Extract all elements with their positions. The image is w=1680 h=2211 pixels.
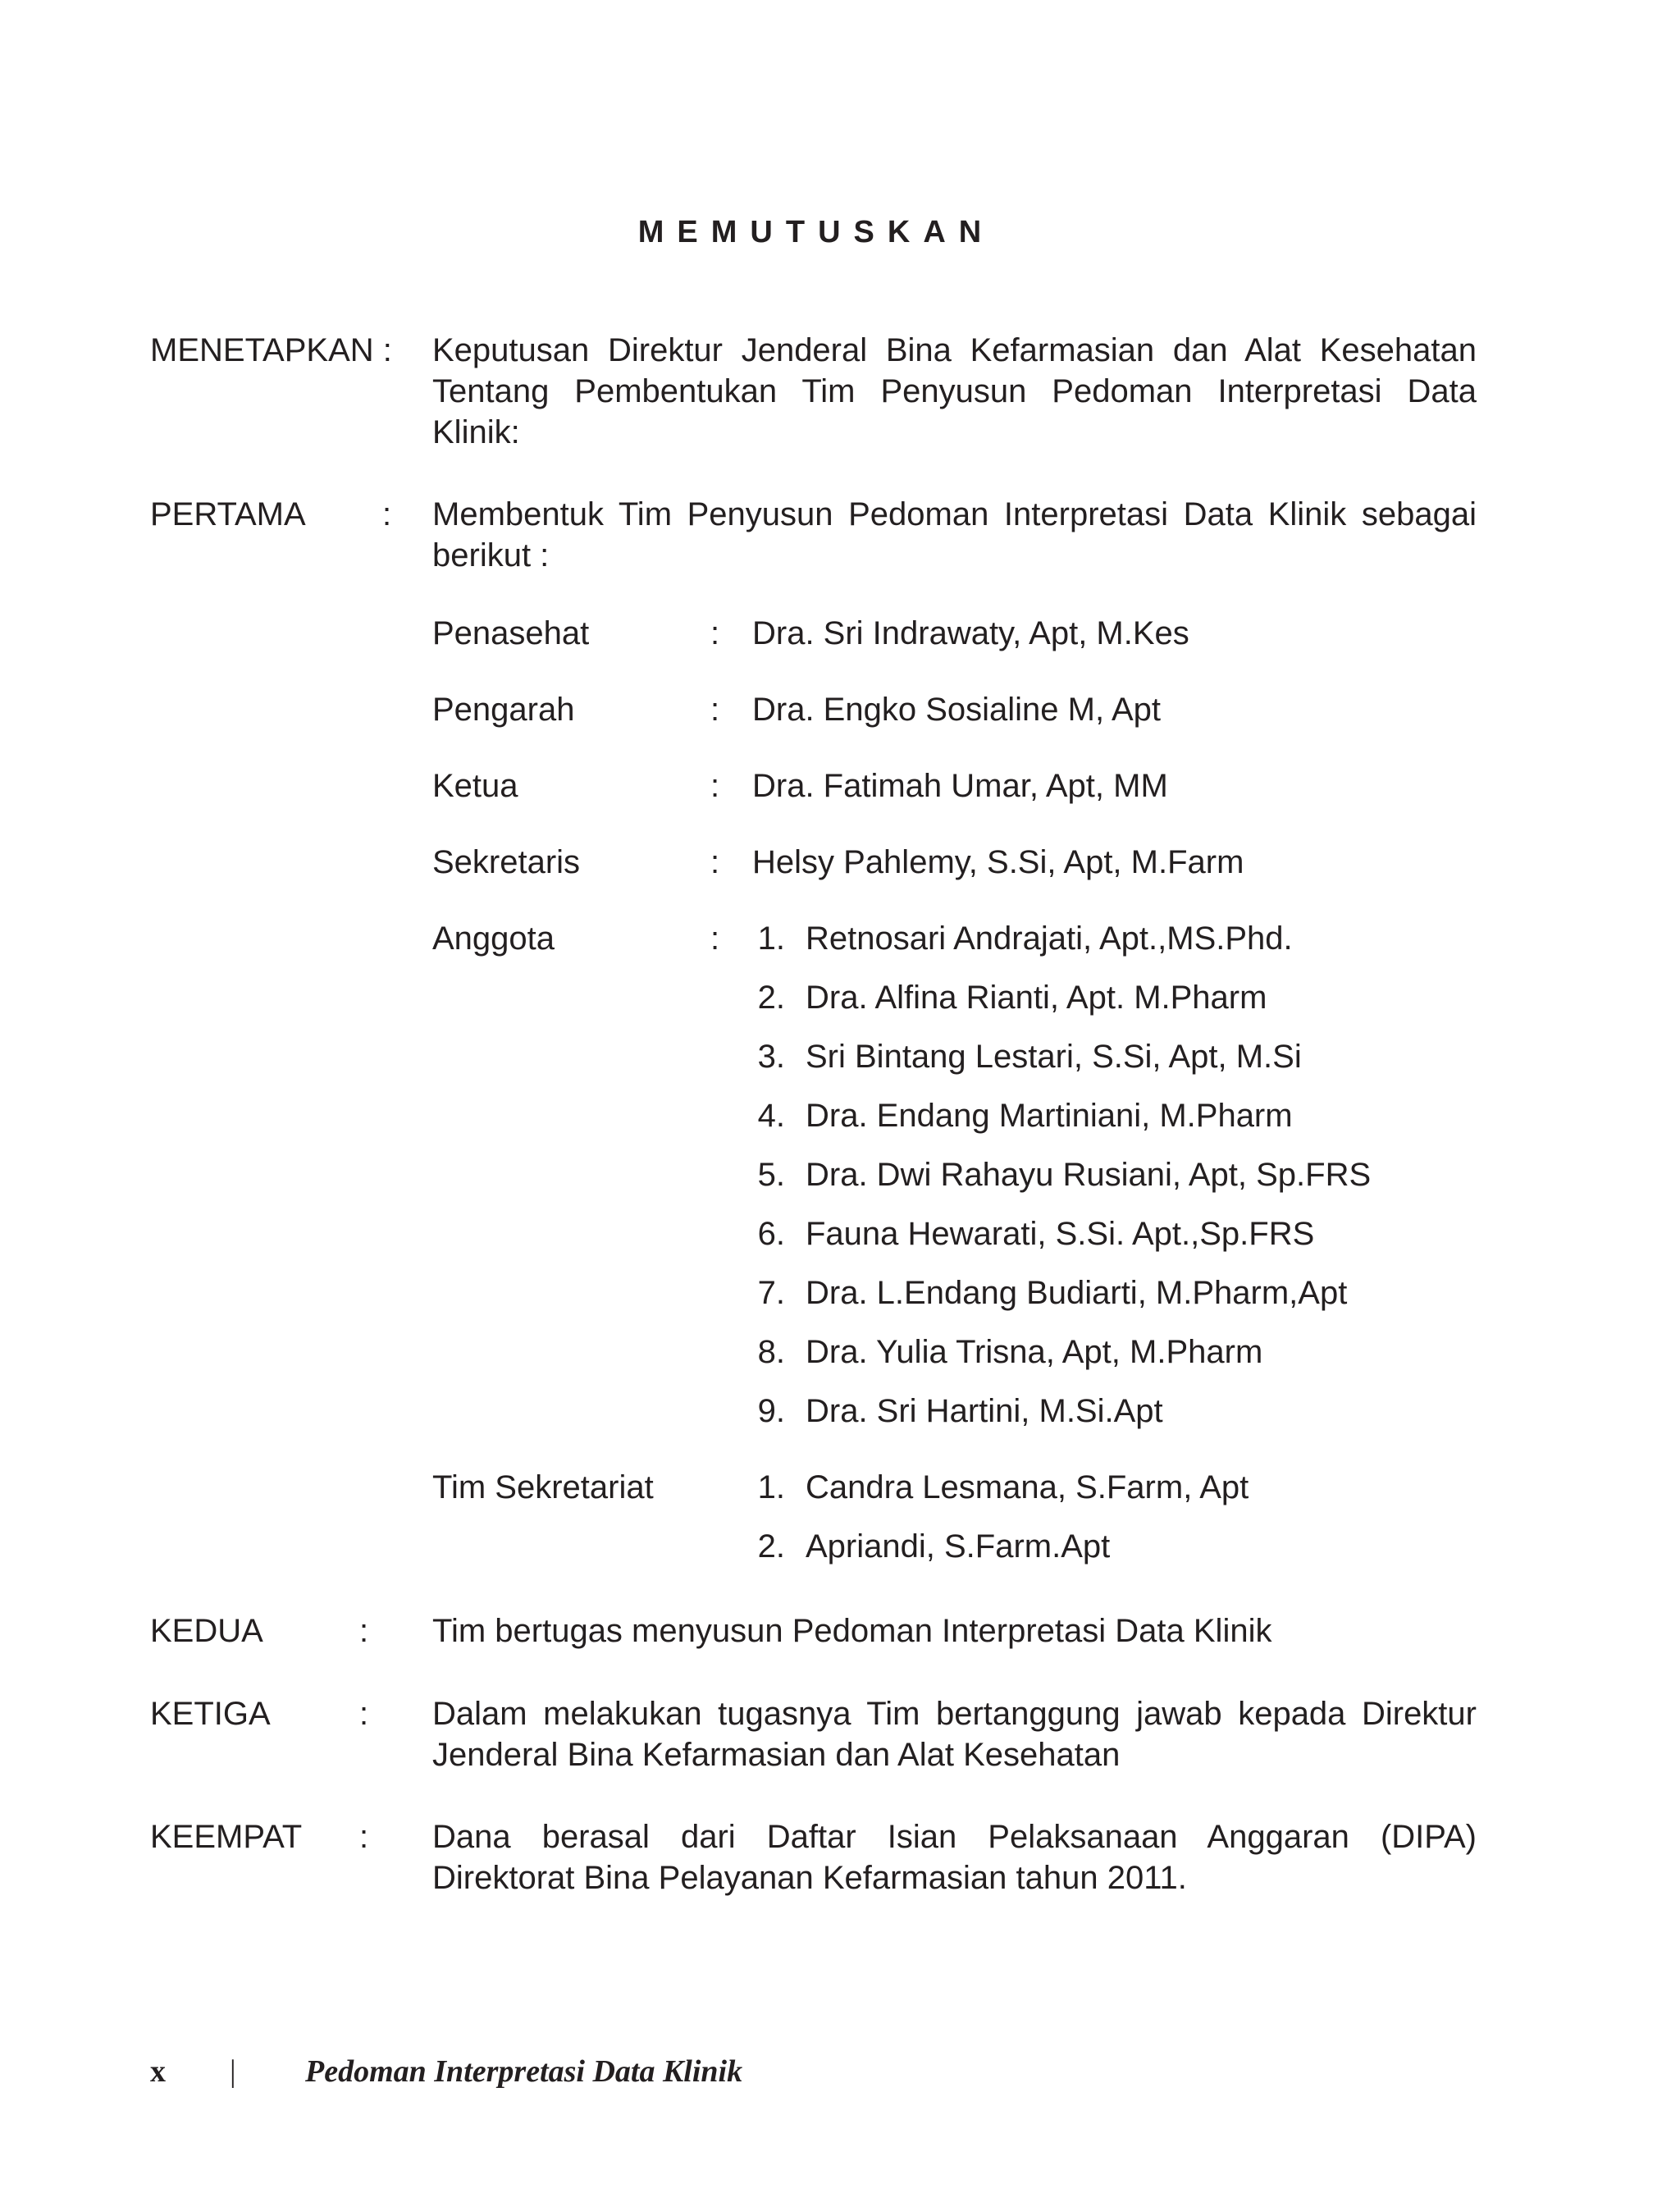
sekretariat-number: 2. bbox=[757, 1528, 785, 1565]
sekretaris-label: Sekretaris bbox=[432, 844, 581, 880]
menetapkan-line-3: Klinik: bbox=[432, 414, 520, 450]
anggota-number: 4. bbox=[757, 1098, 785, 1134]
anggota-colon: : bbox=[710, 920, 720, 957]
penasehat-label: Penasehat bbox=[432, 615, 590, 651]
keempat-label: KEEMPAT bbox=[150, 1819, 303, 1855]
anggota-number: 3. bbox=[757, 1039, 785, 1075]
pertama-colon: : bbox=[382, 496, 392, 532]
pertama-label: PERTAMA bbox=[150, 496, 306, 532]
kedua-label: KEDUA bbox=[150, 1613, 263, 1649]
menetapkan-label: MENETAPKAN : bbox=[150, 332, 392, 368]
anggota-member: Dra. L.Endang Budiarti, M.Pharm,Apt bbox=[806, 1275, 1348, 1311]
keempat-line-1: Dana berasal dari Daftar Isian Pelaksanaan Anggaran (DIPA) bbox=[432, 1819, 1477, 1855]
ketua-value: Dra. Fatimah Umar, Apt, MM bbox=[752, 768, 1168, 804]
footer-separator: | bbox=[230, 2054, 236, 2089]
ketiga-line-2: Jenderal Bina Kefarmasian dan Alat Kesehatan bbox=[432, 1737, 1121, 1773]
footer-page-number: x bbox=[150, 2054, 166, 2089]
penasehat-value: Dra. Sri Indrawaty, Apt, M.Kes bbox=[752, 615, 1189, 651]
anggota-member: Dra. Yulia Trisna, Apt, M.Pharm bbox=[806, 1334, 1263, 1370]
anggota-member: Retnosari Andrajati, Apt.,MS.Phd. bbox=[806, 920, 1293, 957]
footer-title: Pedoman Interpretasi Data Klinik bbox=[305, 2054, 743, 2089]
penasehat-colon: : bbox=[710, 615, 720, 651]
pengarah-label: Pengarah bbox=[432, 692, 575, 728]
ketiga-label: KETIGA bbox=[150, 1696, 271, 1732]
kedua-line-1: Tim bertugas menyusun Pedoman Interpretasi Data Klinik bbox=[432, 1613, 1272, 1649]
pertama-line-2: berikut : bbox=[432, 537, 550, 573]
pertama-line-1: Membentuk Tim Penyusun Pedoman Interpretasi Data Klinik sebagai bbox=[432, 496, 1477, 532]
anggota-member: Sri Bintang Lestari, S.Si, Apt, M.Si bbox=[806, 1039, 1302, 1075]
anggota-member: Dra. Sri Hartini, M.Si.Apt bbox=[806, 1393, 1163, 1429]
anggota-member: Dra. Endang Martiniani, M.Pharm bbox=[806, 1098, 1293, 1134]
anggota-number: 1. bbox=[757, 920, 785, 957]
ketua-colon: : bbox=[710, 768, 720, 804]
anggota-number: 8. bbox=[757, 1334, 785, 1370]
pengarah-colon: : bbox=[710, 692, 720, 728]
anggota-member: Dra. Dwi Rahayu Rusiani, Apt, Sp.FRS bbox=[806, 1157, 1372, 1193]
anggota-number: 6. bbox=[757, 1216, 785, 1252]
keempat-colon: : bbox=[359, 1819, 369, 1855]
anggota-number: 9. bbox=[757, 1393, 785, 1429]
pengarah-value: Dra. Engko Sosialine M, Apt bbox=[752, 692, 1162, 728]
page-heading: MEMUTUSKAN bbox=[637, 215, 995, 249]
ketiga-line-1: Dalam melakukan tugasnya Tim bertanggung jawab kepada Direktur bbox=[432, 1696, 1477, 1732]
anggota-number: 2. bbox=[757, 980, 785, 1016]
anggota-number: 7. bbox=[757, 1275, 785, 1311]
anggota-number: 5. bbox=[757, 1157, 785, 1193]
sekretariat-member: Apriandi, S.Farm.Apt bbox=[806, 1528, 1111, 1565]
ketua-label: Ketua bbox=[432, 768, 518, 804]
menetapkan-line-2: Tentang Pembentukan Tim Penyusun Pedoman Interpretasi Data bbox=[432, 373, 1477, 409]
sekretariat-number: 1. bbox=[757, 1469, 785, 1505]
sekretaris-colon: : bbox=[710, 844, 720, 880]
sekretariat-member: Candra Lesmana, S.Farm, Apt bbox=[806, 1469, 1249, 1505]
kedua-colon: : bbox=[359, 1613, 369, 1649]
anggota-member: Dra. Alfina Rianti, Apt. M.Pharm bbox=[806, 980, 1267, 1016]
menetapkan-line-1: Keputusan Direktur Jenderal Bina Kefarmasian dan Alat Kesehatan bbox=[432, 332, 1477, 368]
anggota-label: Anggota bbox=[432, 920, 555, 957]
keempat-line-2: Direktorat Bina Pelayanan Kefarmasian tahun 2011. bbox=[432, 1860, 1187, 1896]
sekretaris-value: Helsy Pahlemy, S.Si, Apt, M.Farm bbox=[752, 844, 1244, 880]
sekretariat-label: Tim Sekretariat bbox=[432, 1469, 654, 1505]
anggota-member: Fauna Hewarati, S.Si. Apt.,Sp.FRS bbox=[806, 1216, 1315, 1252]
ketiga-colon: : bbox=[359, 1696, 369, 1732]
